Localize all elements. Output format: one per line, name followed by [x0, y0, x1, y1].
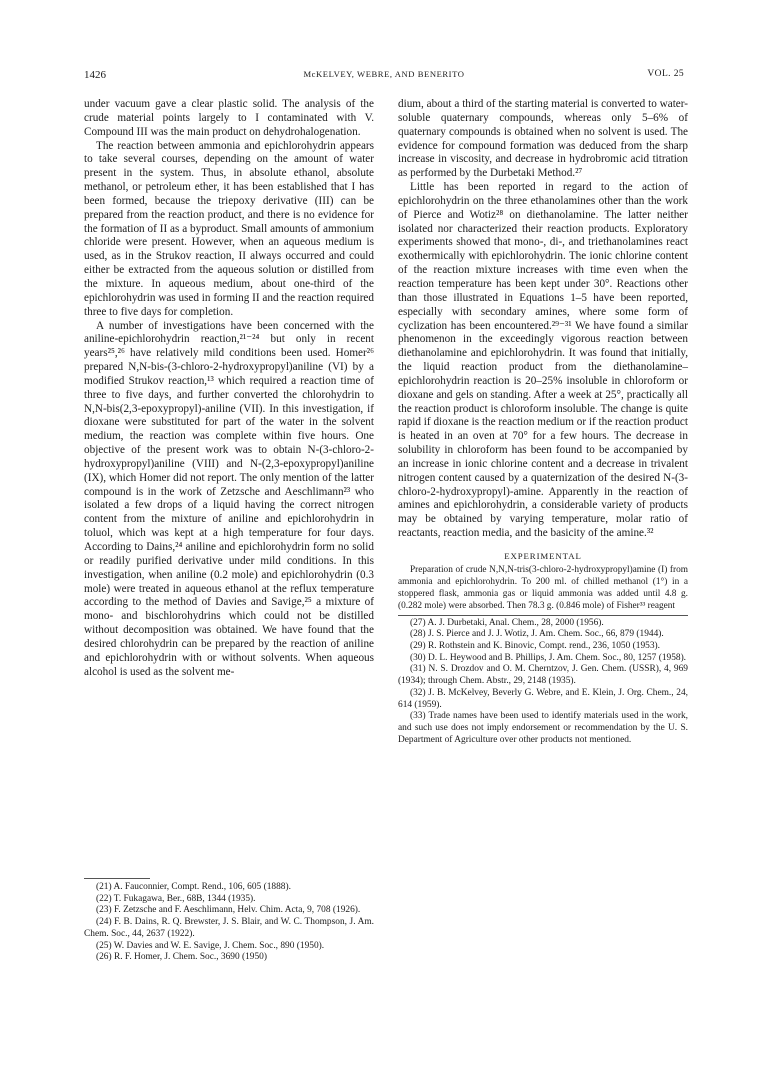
right-column — [398, 98, 688, 746]
body-paragraph: Little has been reported in regard to the action of epichlorohydrin on the three ethanolamines other than the work of Pierce and Wotiz²⁸ on diethanolamine. The latter neither isolated nor characterized their reaction products. Exploratory experiments showed that mono-, di-, and triethanolamines react exothermically with epichlorohydrin. The ionic chlorine content of the reaction mixture increases with time even when the reaction temperature has been kept under 30°. Reactions other than those illustrated in Equations 1–5 have been reported, especially with secondary amines, where some form of cyclization has been encountered.²⁹⁻³¹ We have found a similar phenomenon in the exceedingly vigorous reaction between diethanolamine and epichlorohydrin. It was found that initially, the liquid reaction product from the diethanolamine–epichlorohydrin reaction is 20–25% insoluble in chloroform or dioxane and gels on standing. After a week at 25°, practically all the reaction product is chloroform insoluble. The change is quite rapid if dioxane is the reaction medium or if the reaction product is heated in an oven at 70° for a few hours. The decrease in solubility in chloroform has been found to be accompanied by an increase in ionic chlorine content and a decrease in trivalent nitrogen content caused by a quaternization of the desired N-(3-chloro-2-hydroxypropyl)-amine. Apparently in the reaction of amines and epichlorohydrin, a considerable variety of products may be obtained by varying temperature, molar ratio of reactants, reaction media, and the basicity of the amine.³² — [398, 181, 688, 540]
running-header — [84, 69, 684, 83]
reference-item: (25) W. Davies and W. E. Savige, J. Chem. Soc., 890 (1950). — [96, 940, 325, 951]
reference-item: (28) J. S. Pierce and J. J. Wotiz, J. Am. Chem. Soc., 66, 879 (1944). — [410, 629, 664, 640]
body-paragraph: The reaction between ammonia and epichlorohydrin appears to take several courses, depending on the amount of water present in the system. Thus, in absolute ethanol, absolute methanol, or petroleum ether, it has been established that I has been formed, because the triepoxy derivative (III) can be prepared from the reaction product, and there is no evidence for the formation of II as a byproduct. Small amounts of ammonium chloride were present. However, when an aqueous medium is used, as in the Strukov reaction, II always occurred and could either be extracted from the aqueous solution or distilled from the mixture. In aqueous medium, about one-third of the epichlorohydrin was used in forming II and the reaction required three to five days for completion. — [84, 139, 374, 318]
reference-item: (31) N. S. Drozdov and O. M. Cherntzov, J. Gen. Chem. (USSR), 4, 969 (1934); through Chem. Abstr., 29, 2148 (1935). — [398, 664, 688, 687]
footnote-rule — [398, 615, 688, 616]
left-footnotes — [84, 878, 374, 964]
reference-list — [84, 882, 374, 964]
footnote-rule — [84, 878, 150, 879]
reference-item: (29) R. Rothstein and K. Binovic, Compt. rend., 236, 1050 (1953). — [410, 641, 660, 652]
reference-item: (33) Trade names have been used to identify materials used in the work, and such use does not imply endorsement or recommendation by the U. S. Department of Agriculture over other products not mentioned. — [398, 711, 688, 745]
body-paragraph: under vacuum gave a clear plastic solid. The analysis of the crude material points largely to I contaminated with V. Compound III was the main product on dehydrohalogenation. — [84, 98, 374, 138]
reference-item: (32) J. B. McKelvey, Beverly G. Webre, and E. Klein, J. Org. Chem., 24, 614 (1959). — [398, 687, 688, 710]
reference-item: (30) D. L. Heywood and B. Phillips, J. Am. Chem. Soc., 80, 1257 (1958). — [410, 652, 687, 663]
running-title: McKELVEY, WEBRE, AND BENERITO — [303, 69, 465, 79]
experimental-paragraph: Preparation of crude N,N,N-tris(3-chloro-2-hydroxypropyl)amine (I) from ammonia and epichlorohydrin. To 200 ml. of chilled methanol (1°) in a stoppered flask, ammonia gas or liquid ammonia was added until 4.8 g. (0.282 mole) were absorbed. Then 78.3 g. (0.846 mole) of Fisher³³ reagent — [398, 565, 688, 611]
reference-item: (24) F. B. Dains, R. Q. Brewster, J. S. Blair, and W. C. Thompson, J. Am. Chem. Soc., 44, 2637 (1922). — [84, 917, 374, 939]
reference-item: (23) F. Zetzsche and F. Aeschlimann, Helv. Chim. Acta, 9, 708 (1926). — [96, 905, 361, 916]
reference-item: (26) R. F. Homer, J. Chem. Soc., 3690 (1950) — [96, 952, 267, 963]
reference-item: (22) T. Fukagawa, Ber., 68B, 1344 (1935). — [96, 893, 256, 904]
section-heading: EXPERIMENTAL — [504, 551, 582, 561]
left-column — [84, 98, 374, 679]
volume-label: VOL. 25 — [647, 69, 684, 79]
reference-item: (27) A. J. Durbetaki, Anal. Chem., 28, 2000 (1956). — [410, 617, 604, 628]
body-paragraph: dium, about a third of the starting material is converted to water-soluble quaternary compounds, whereas only 5–6% of quaternary compounds is obtained when no solvent is used. The evidence for compound formation was deduced from the sharp increase in viscosity, and decrease in hydrobromic acid titration as performed by the Durbetaki Method.²⁷ — [398, 98, 688, 180]
reference-list — [398, 618, 688, 747]
body-paragraph: A number of investigations have been concerned with the aniline-epichlorohydrin reaction,²¹⁻²⁴ but only in recent years²⁵,²⁶ have relatively mild conditions been used. Homer²⁶ prepared N,N-bis-(3-chloro-2-hydroxypropyl)aniline (VI) by a modified Strukov reaction,¹³ which required a reaction time of three to five days, and further converted the chlorohydrin to N,N-bis(2,3-epoxypropyl)-aniline (VII). In this investigation, if dioxane were substituted for part of the water in the solvent medium, the reaction was complete within five hours. One objective of the present work was to obtain N-(3-chloro-2-hydroxypropyl)aniline (VIII) and N-(2,3-epoxypropyl)aniline (IX), which Homer did not report. The only mention of the latter compound is in the work of Zetzsche and Aeschlimann²³ who isolated a few drops of a liquid having the correct nitrogen content from the mixture of aniline and epichlorohydrin in toluol, which was kept at a high temperature for four days. According to Dains,²⁴ aniline and epichlorohydrin form no solid or readily purified derivative under mild conditions. In this investigation, when aniline (0.2 mole) and epichlorohydrin (0.3 mole) were treated in aqueous ethanol at the reflux temperature according to the method of Davies and Savige,²⁵ a mixture of mono- and bischlorohydrins which could not be distilled without decomposition was obtained. We have found that the desired chlorohydrin can be prepared by the reaction of aniline and epichlorohydrin with or without solvents. When aqueous alcohol is used as the solvent me- — [84, 319, 374, 678]
page-number: 1426 — [84, 69, 106, 81]
reference-item: (21) A. Fauconnier, Compt. Rend., 106, 605 (1888). — [96, 882, 291, 892]
